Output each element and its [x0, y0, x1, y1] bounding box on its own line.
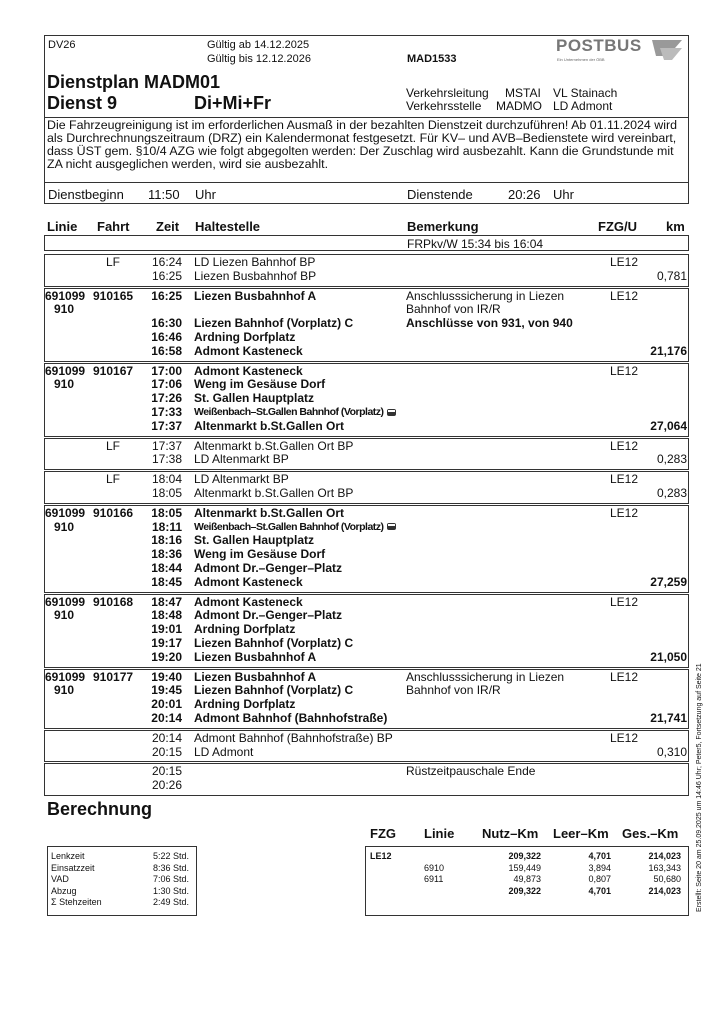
verkehrsstelle-name: LD Admont: [553, 99, 613, 113]
logo-subtext: Ein Unternehmen der ÖBB: [557, 57, 605, 62]
stop-time: 20:15: [151, 764, 182, 779]
logo-text: POSTBUS: [556, 36, 642, 55]
block-fzg: LE12: [610, 472, 639, 487]
valid-to: Gültig bis 12.12.2026: [207, 53, 311, 65]
stop-name: [194, 697, 295, 711]
page-title: Dienstplan MADM01: [47, 72, 221, 92]
dienst-label: Dienst 9: [47, 93, 118, 113]
block-km: 0,310: [656, 744, 687, 759]
block-km: 0,283: [656, 486, 687, 500]
km-ges: 214,023: [648, 851, 681, 861]
time-label: Abzug: [51, 885, 77, 896]
stop-name: [194, 344, 303, 358]
block-fahrt: 910165: [93, 288, 134, 303]
time-label: Einsatzzeit: [51, 862, 95, 873]
stop-name: [194, 405, 396, 419]
stop-name: [194, 547, 325, 561]
block-linie-sub: 910: [54, 683, 75, 698]
block-km: 21,050: [650, 649, 687, 664]
frp-note: FRPkv/W 15:34 bis 16:04: [407, 237, 544, 251]
col-bemerkung: Bemerkung: [407, 219, 479, 234]
stop-time: 17:33: [151, 405, 182, 419]
postbus-logo: [556, 36, 684, 66]
stop-time: 18:05: [151, 505, 182, 520]
stop-name-text: LD Altenmarkt BP: [194, 472, 289, 487]
stop-time: 18:48: [151, 608, 182, 623]
stop-name: [194, 506, 344, 520]
stop-time: 17:37: [151, 438, 182, 453]
stop-time: 16:24: [151, 255, 182, 269]
time-value: 1:30 Std.: [152, 885, 189, 896]
stop-name-text: Ardning Dorfplatz: [194, 697, 296, 712]
stop-time: 19:17: [151, 636, 182, 650]
dienst-days: Di+Mi+Fr: [194, 93, 272, 113]
stop-time: 18:44: [151, 561, 182, 575]
calc-head-fzg: FZG: [370, 826, 396, 841]
stop-time: 17:37: [151, 418, 182, 433]
block-fahrt: LF: [106, 438, 121, 453]
stop-name-text: Admont Bahnhof (Bahnhofstraße): [194, 711, 388, 725]
stop-name: [194, 683, 353, 697]
begin-unit: Uhr: [195, 187, 216, 202]
block-linie-sub: 910: [54, 377, 75, 392]
stop-name-text: Liezen Bahnhof (Vorplatz) C: [194, 683, 354, 698]
stop-name: [194, 255, 315, 269]
block-fahrt: 910166: [93, 505, 134, 520]
block-km: 0,283: [656, 452, 687, 467]
km-nutz: 209,322: [508, 885, 541, 896]
block-linie: 691099: [45, 669, 86, 684]
stop-time: 20:15: [151, 744, 182, 759]
stop-name-text: Liezen Busbahnhof A: [194, 669, 317, 684]
stop-name: [194, 472, 289, 486]
stop-name-text: Weißenbach–St.Gallen Bahnhof (Vorplatz): [194, 520, 384, 533]
berechnung-title: Berechnung: [47, 799, 153, 819]
time-value: 2:49 Std.: [152, 897, 189, 907]
stop-name: [194, 670, 316, 684]
stop-time: 17:06: [151, 377, 182, 392]
time-label: VAD: [51, 874, 69, 884]
block-linie: 691099: [45, 505, 86, 520]
stop-name-text: Liezen Bahnhof (Vorplatz) C: [194, 316, 354, 331]
stop-name: [194, 289, 316, 303]
bus-icon: [387, 409, 396, 416]
stop-time: 16:58: [151, 343, 182, 358]
stop-name: [194, 439, 353, 453]
km-fzg: LE12: [370, 851, 392, 861]
stop-name: [194, 520, 396, 534]
block-km: 21,176: [650, 343, 687, 358]
km-leer: 4,701: [588, 885, 611, 896]
stop-time: 20:14: [151, 711, 182, 725]
stop-time: 18:47: [151, 594, 182, 609]
stop-note: Bahnhof von IR/R: [406, 683, 501, 698]
stop-name-text: LD Admont: [194, 744, 254, 759]
stop-time: 17:26: [151, 391, 182, 406]
block-fzg: LE12: [610, 363, 639, 378]
stop-name: [194, 636, 353, 650]
stop-name: [194, 622, 295, 636]
verkehrsleitung-name: VL Stainach: [553, 86, 618, 100]
col-haltestelle: Haltestelle: [195, 219, 261, 234]
stop-time: 18:05: [151, 486, 182, 500]
stop-name: [194, 608, 342, 622]
calc-head-ges: Ges.–Km: [622, 826, 679, 841]
stop-name-text: Liezen Busbahnhof BP: [194, 268, 317, 283]
stop-name: [194, 731, 393, 745]
block-km: 27,064: [650, 418, 687, 433]
stop-time: 18:45: [151, 574, 182, 589]
stop-time: 16:25: [151, 268, 182, 283]
verkehrsleitung-code: MSTAI: [505, 86, 541, 100]
km-leer: 4,701: [588, 851, 611, 861]
stop-name-text: Liezen Bahnhof (Vorplatz) C: [194, 636, 354, 650]
stop-name: [194, 269, 316, 283]
stop-name: [194, 595, 303, 609]
block-fzg: LE12: [610, 288, 639, 303]
stop-name: [194, 650, 316, 664]
stop-name: [194, 391, 314, 405]
col-linie: Linie: [47, 219, 78, 234]
col-fzg: FZG/U: [598, 219, 637, 234]
verkehrsstelle-label: Verkehrsstelle: [406, 99, 482, 113]
stop-name-text: Ardning Dorfplatz: [194, 330, 296, 344]
block-linie-sub: 910: [54, 608, 75, 623]
stop-name-text: Liezen Busbahnhof A: [194, 288, 317, 303]
stop-note: Bahnhof von IR/R: [406, 302, 501, 317]
stop-name: [194, 419, 344, 433]
block-linie-sub: 910: [54, 519, 75, 534]
col-km: km: [666, 219, 685, 234]
block-fahrt: 910167: [93, 363, 134, 378]
stop-name-text: Admont Dr.–Genger–Platz: [194, 608, 343, 623]
frp-box: [44, 235, 689, 251]
block-fzg: LE12: [610, 594, 639, 609]
stop-time: 17:00: [151, 363, 182, 378]
stop-name: [194, 486, 353, 500]
service-box: [44, 182, 689, 204]
km-nutz: 159,449: [508, 862, 541, 873]
block-fzg: LE12: [610, 730, 639, 745]
stop-name-text: Admont Dr.–Genger–Platz: [194, 561, 343, 575]
col-fahrt: Fahrt: [97, 219, 130, 234]
stop-time: 16:25: [151, 288, 182, 303]
stop-name-text: LD Liezen Bahnhof BP: [194, 255, 316, 269]
block-linie: 691099: [45, 594, 86, 609]
stop-name-text: Altenmarkt b.St.Gallen Ort BP: [194, 438, 354, 453]
km-ges: 163,343: [648, 862, 681, 873]
stop-note: Anschlusssicherung in Liezen: [406, 288, 565, 303]
block-linie: 691099: [45, 288, 86, 303]
stop-time: 19:01: [151, 622, 182, 637]
stop-time: 19:40: [151, 669, 182, 684]
block-linie-sub: 910: [54, 302, 75, 317]
stop-name-text: Altenmarkt b.St.Gallen Ort: [194, 505, 345, 520]
stop-name-text: Admont Kasteneck: [194, 343, 303, 358]
stop-name-text: Ardning Dorfplatz: [194, 622, 296, 637]
time-label: Lenkzeit: [51, 851, 85, 861]
end-label: Dienstende: [407, 187, 473, 202]
stop-note: Anschlusssicherung in Liezen: [406, 669, 565, 684]
stop-time: 16:30: [151, 316, 182, 331]
stop-name-text: Liezen Busbahnhof A: [194, 649, 317, 664]
doc-id: MAD1533: [407, 53, 457, 65]
stop-name: [194, 377, 325, 391]
stop-name: [194, 452, 289, 466]
time-label: Σ Stehzeiten: [51, 897, 102, 907]
stop-time: 20:14: [151, 730, 182, 745]
stop-time: 18:16: [151, 533, 182, 548]
stop-name: [194, 745, 253, 759]
block-fzg: LE12: [610, 505, 639, 520]
time-value: 7:06 Std.: [152, 874, 189, 884]
block-fahrt: 910168: [93, 594, 134, 609]
stop-name-text: LD Altenmarkt BP: [194, 452, 289, 467]
km-nutz: 49,873: [513, 874, 541, 884]
stop-time: 19:45: [151, 683, 182, 698]
stop-name: [194, 533, 314, 547]
km-leer: 3,894: [588, 862, 611, 873]
notice-text: Die Fahrzeugreinigung ist im erforderlichen Ausmaß in der bezahlten Dienstzeit durchzuführen! Ab 01.11.2024 wird als Durchrechnungszeitraum (DRZ) ein Kalendermonat festgesetzt. Für KV– und AVB–Bedienstete wird vereinbart, dass ÜST gem. §10/4 AZG wie folgt abgegolten werden: Der Zuschlag wird ausbezahlt. Kann die Grundstunde mit ZA nicht ausgeglichen werden, wird sie ausbezahlt.: [47, 118, 677, 171]
valid-from: Gültig ab 14.12.2025: [207, 39, 310, 51]
side-note: Erstellt: Seite 20 am 25.09.2025 um 14:46 Uhr; Peter5, Fortsetzung auf Seite 21: [696, 663, 703, 912]
stop-time: 18:04: [151, 472, 182, 487]
col-zeit: Zeit: [156, 219, 180, 234]
block-km: 0,781: [656, 268, 687, 283]
stop-name-text: Admont Kasteneck: [194, 594, 303, 609]
block-fahrt: LF: [106, 255, 121, 269]
stop-name: [194, 316, 353, 330]
stop-name-text: St. Gallen Hauptplatz: [194, 391, 315, 406]
stop-name-text: Admont Kasteneck: [194, 574, 303, 589]
block-fzg: LE12: [610, 438, 639, 453]
km-linie: 6911: [424, 874, 444, 884]
block-linie: 691099: [45, 363, 86, 378]
block-km: 21,741: [650, 711, 687, 725]
time-value: 5:22 Std.: [152, 851, 189, 861]
doc-code: DV26: [48, 39, 76, 51]
stop-time: 20:01: [151, 697, 182, 712]
begin-time: 11:50: [148, 187, 180, 202]
calc-head-nutz: Nutz–Km: [482, 826, 539, 841]
stop-time: 18:36: [151, 547, 182, 562]
stop-name-text: Weißenbach–St.Gallen Bahnhof (Vorplatz): [194, 406, 384, 418]
verkehrsstelle-code: MADMO: [496, 99, 542, 113]
block-fahrt: LF: [106, 472, 121, 487]
km-ges: 214,023: [648, 885, 681, 896]
stop-time: 18:11: [151, 519, 182, 534]
stop-time: 20:26: [151, 778, 182, 793]
km-leer: 0,807: [588, 874, 611, 884]
stop-name: [194, 575, 303, 589]
km-nutz: 209,322: [508, 851, 541, 861]
stop-name: [194, 561, 342, 575]
stop-name-text: Altenmarkt b.St.Gallen Ort BP: [194, 486, 354, 500]
stop-name-text: Admont Kasteneck: [194, 363, 303, 378]
stop-note: Rüstzeitpauschale Ende: [406, 764, 536, 779]
km-ges: 50,680: [653, 874, 681, 884]
block-km: 27,259: [650, 574, 687, 589]
stop-note: Anschlüsse von 931, von 940: [406, 316, 573, 331]
verkehrsleitung-label: Verkehrsleitung: [406, 86, 489, 100]
stop-name-text: Weng im Gesäuse Dorf: [194, 547, 326, 562]
begin-label: Dienstbeginn: [48, 187, 124, 202]
time-value: 8:36 Std.: [152, 862, 189, 873]
stop-time: 17:38: [151, 452, 182, 467]
block-fzg: LE12: [610, 255, 639, 269]
block-fzg: LE12: [610, 669, 639, 684]
stop-name: [194, 330, 295, 344]
stop-time: 16:46: [151, 330, 182, 344]
stop-name-text: Weng im Gesäuse Dorf: [194, 377, 326, 392]
km-linie: 6910: [424, 862, 445, 873]
stop-name: [194, 364, 303, 378]
calc-head-leer: Leer–Km: [553, 826, 609, 841]
end-time: 20:26: [508, 187, 541, 202]
stop-name-text: Admont Bahnhof (Bahnhofstraße) BP: [194, 730, 393, 745]
stop-name-text: Altenmarkt b.St.Gallen Ort: [194, 418, 345, 433]
bus-icon: [387, 523, 396, 530]
block-fahrt: 910177: [93, 669, 134, 684]
end-unit: Uhr: [553, 187, 574, 202]
stop-name-text: St. Gallen Hauptplatz: [194, 533, 315, 548]
stop-time: 19:20: [151, 649, 182, 664]
calc-head-linie: Linie: [424, 826, 455, 841]
stop-name: [194, 711, 387, 725]
